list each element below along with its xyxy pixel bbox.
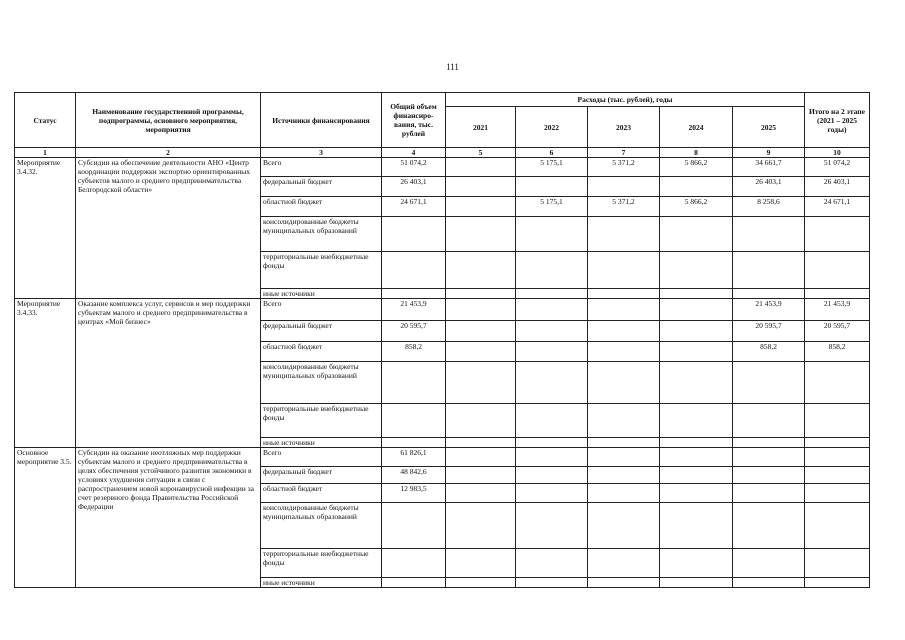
funding-source-cell: федеральный бюджет bbox=[261, 177, 382, 197]
table-body bbox=[15, 158, 870, 588]
total-cell: 61 826,1 bbox=[382, 448, 446, 467]
stage-total-cell bbox=[805, 549, 870, 578]
year-2022-cell bbox=[516, 342, 588, 362]
year-2025-cell: 34 661,7 bbox=[733, 158, 805, 177]
column-number: 3 bbox=[261, 148, 382, 158]
total-cell: 26 403,1 bbox=[382, 177, 446, 197]
year-2023-cell bbox=[588, 549, 660, 578]
year-2025-cell bbox=[733, 448, 805, 467]
year-2023-cell bbox=[588, 448, 660, 467]
table-row bbox=[15, 158, 870, 177]
year-2024-cell bbox=[660, 448, 733, 467]
activity-name-cell: Оказание комплекса услуг, сервисов и мер поддержки субъектам малого и среднего предпринимательства в центрах «Мой бизнес» bbox=[76, 299, 261, 448]
funding-source-cell: консолидированные бюджеты муниципальных образований bbox=[261, 503, 382, 549]
year-2024-cell bbox=[660, 289, 733, 299]
header-year-2025: 2025 bbox=[733, 107, 805, 148]
year-2021-cell bbox=[446, 252, 516, 289]
year-2021-cell bbox=[446, 289, 516, 299]
column-numbers-row bbox=[15, 148, 870, 158]
total-cell bbox=[382, 578, 446, 588]
year-2022-cell bbox=[516, 321, 588, 342]
total-cell bbox=[382, 252, 446, 289]
column-number: 7 bbox=[588, 148, 660, 158]
year-2024-cell bbox=[660, 342, 733, 362]
status-cell: Мероприятие 3.4.33. bbox=[15, 299, 76, 448]
year-2025-cell: 26 403,1 bbox=[733, 177, 805, 197]
year-2022-cell: 5 175,1 bbox=[516, 158, 588, 177]
year-2021-cell bbox=[446, 448, 516, 467]
total-cell: 24 671,1 bbox=[382, 197, 446, 217]
year-2022-cell bbox=[516, 578, 588, 588]
column-number: 9 bbox=[733, 148, 805, 158]
stage-total-cell bbox=[805, 578, 870, 588]
stage-total-cell: 51 074,2 bbox=[805, 158, 870, 177]
year-2023-cell bbox=[588, 503, 660, 549]
stage-total-cell bbox=[805, 484, 870, 503]
year-2021-cell bbox=[446, 467, 516, 484]
funding-source-cell: Всего bbox=[261, 299, 382, 321]
year-2025-cell bbox=[733, 404, 805, 438]
year-2023-cell bbox=[588, 217, 660, 252]
total-cell: 51 074,2 bbox=[382, 158, 446, 177]
funding-source-cell: областной бюджет bbox=[261, 484, 382, 503]
year-2025-cell bbox=[733, 549, 805, 578]
year-2023-cell bbox=[588, 362, 660, 404]
status-cell: Основное мероприятие 3.5. bbox=[15, 448, 76, 588]
year-2021-cell bbox=[446, 299, 516, 321]
year-2023-cell: 5 371,2 bbox=[588, 158, 660, 177]
header-year-2023: 2023 bbox=[588, 107, 660, 148]
year-2024-cell bbox=[660, 484, 733, 503]
year-2025-cell bbox=[733, 438, 805, 448]
year-2025-cell bbox=[733, 503, 805, 549]
table-row bbox=[15, 299, 870, 321]
activity-name-cell: Субсидии на оказание неотложных мер поддержки субъектам малого и среднего предпринимательства в целях обеспечения устойчивого развития экономики в условиях ухудшения ситуации в связи с распространением новой коронавирусной инфекции за счет резервного фонда Правительства Российской Федерации bbox=[76, 448, 261, 588]
funding-source-cell: федеральный бюджет bbox=[261, 467, 382, 484]
header-status: Статус bbox=[15, 93, 76, 148]
year-2024-cell bbox=[660, 321, 733, 342]
stage-total-cell bbox=[805, 448, 870, 467]
total-cell: 12 983,5 bbox=[382, 484, 446, 503]
year-2024-cell bbox=[660, 252, 733, 289]
year-2022-cell bbox=[516, 484, 588, 503]
year-2021-cell bbox=[446, 404, 516, 438]
year-2022-cell bbox=[516, 217, 588, 252]
year-2024-cell bbox=[660, 578, 733, 588]
stage-total-cell: 858,2 bbox=[805, 342, 870, 362]
year-2024-cell bbox=[660, 549, 733, 578]
total-cell: 21 453,9 bbox=[382, 299, 446, 321]
total-cell bbox=[382, 438, 446, 448]
column-number: 1 bbox=[15, 148, 76, 158]
year-2025-cell: 20 595,7 bbox=[733, 321, 805, 342]
year-2023-cell bbox=[588, 578, 660, 588]
year-2022-cell bbox=[516, 177, 588, 197]
year-2021-cell bbox=[446, 342, 516, 362]
year-2024-cell bbox=[660, 467, 733, 484]
funding-source-cell: иные источники bbox=[261, 289, 382, 299]
year-2025-cell: 858,2 bbox=[733, 342, 805, 362]
year-2025-cell bbox=[733, 578, 805, 588]
header-expenses: Расходы (тыс. рублей), годы bbox=[446, 93, 805, 107]
stage-total-cell bbox=[805, 404, 870, 438]
year-2021-cell bbox=[446, 484, 516, 503]
year-2022-cell bbox=[516, 289, 588, 299]
year-2025-cell: 21 453,9 bbox=[733, 299, 805, 321]
year-2022-cell bbox=[516, 438, 588, 448]
funding-source-cell: территориальные внебюджетные фонды bbox=[261, 549, 382, 578]
total-cell bbox=[382, 217, 446, 252]
funding-source-cell: Всего bbox=[261, 158, 382, 177]
header-stage-total: Итого на 2 этапе (2021 – 2025 годы) bbox=[805, 93, 870, 148]
year-2022-cell bbox=[516, 299, 588, 321]
year-2021-cell bbox=[446, 438, 516, 448]
year-2025-cell bbox=[733, 289, 805, 299]
year-2023-cell bbox=[588, 342, 660, 362]
funding-source-cell: областной бюджет bbox=[261, 197, 382, 217]
year-2022-cell bbox=[516, 404, 588, 438]
year-2025-cell bbox=[733, 362, 805, 404]
stage-total-cell: 26 403,1 bbox=[805, 177, 870, 197]
year-2025-cell bbox=[733, 252, 805, 289]
year-2021-cell bbox=[446, 197, 516, 217]
year-2024-cell bbox=[660, 362, 733, 404]
column-number: 4 bbox=[382, 148, 446, 158]
year-2021-cell bbox=[446, 158, 516, 177]
total-cell bbox=[382, 503, 446, 549]
year-2022-cell bbox=[516, 503, 588, 549]
year-2023-cell bbox=[588, 438, 660, 448]
header-total: Общий объем финансиро-вания, тыс. рублей bbox=[382, 93, 446, 148]
year-2021-cell bbox=[446, 362, 516, 404]
year-2025-cell bbox=[733, 467, 805, 484]
total-cell bbox=[382, 362, 446, 404]
column-number: 8 bbox=[660, 148, 733, 158]
year-2024-cell bbox=[660, 299, 733, 321]
year-2024-cell: 5 866,2 bbox=[660, 158, 733, 177]
funding-source-cell: иные источники bbox=[261, 438, 382, 448]
year-2023-cell bbox=[588, 321, 660, 342]
year-2021-cell bbox=[446, 503, 516, 549]
activity-name-cell: Субсидии на обеспечение деятельности АНО «Центр координации поддержки экспортно ориентированных субъектов малого и среднего предпринимательства Белгородской области» bbox=[76, 158, 261, 299]
stage-total-cell bbox=[805, 503, 870, 549]
stage-total-cell: 20 595,7 bbox=[805, 321, 870, 342]
header-year-2024: 2024 bbox=[660, 107, 733, 148]
year-2021-cell bbox=[446, 549, 516, 578]
stage-total-cell bbox=[805, 217, 870, 252]
funding-source-cell: федеральный бюджет bbox=[261, 321, 382, 342]
stage-total-cell bbox=[805, 252, 870, 289]
year-2022-cell bbox=[516, 549, 588, 578]
year-2021-cell bbox=[446, 321, 516, 342]
year-2021-cell bbox=[446, 217, 516, 252]
total-cell: 48 842,6 bbox=[382, 467, 446, 484]
funding-source-cell: иные источники bbox=[261, 578, 382, 588]
funding-source-cell: территориальные внебюджетные фонды bbox=[261, 252, 382, 289]
year-2021-cell bbox=[446, 578, 516, 588]
year-2022-cell bbox=[516, 467, 588, 484]
year-2025-cell: 8 258,6 bbox=[733, 197, 805, 217]
table-row bbox=[15, 448, 870, 467]
header-year-2022: 2022 bbox=[516, 107, 588, 148]
year-2023-cell bbox=[588, 467, 660, 484]
year-2024-cell bbox=[660, 404, 733, 438]
year-2024-cell: 5 866,2 bbox=[660, 197, 733, 217]
year-2024-cell bbox=[660, 438, 733, 448]
year-2022-cell bbox=[516, 252, 588, 289]
total-cell bbox=[382, 289, 446, 299]
stage-total-cell bbox=[805, 362, 870, 404]
year-2024-cell bbox=[660, 503, 733, 549]
year-2022-cell bbox=[516, 448, 588, 467]
total-cell bbox=[382, 404, 446, 438]
year-2022-cell: 5 175,1 bbox=[516, 197, 588, 217]
column-number: 5 bbox=[446, 148, 516, 158]
stage-total-cell: 21 453,9 bbox=[805, 299, 870, 321]
header-source: Источники финансирования bbox=[261, 93, 382, 148]
funding-source-cell: территориальные внебюджетные фонды bbox=[261, 404, 382, 438]
funding-source-cell: Всего bbox=[261, 448, 382, 467]
year-2025-cell bbox=[733, 217, 805, 252]
year-2023-cell bbox=[588, 177, 660, 197]
stage-total-cell bbox=[805, 438, 870, 448]
stage-total-cell bbox=[805, 467, 870, 484]
total-cell: 20 595,7 bbox=[382, 321, 446, 342]
total-cell: 858,2 bbox=[382, 342, 446, 362]
year-2023-cell bbox=[588, 252, 660, 289]
header-name: Наименование государственной программы, подпрограммы, основного мероприятия, мероприятия bbox=[76, 93, 261, 148]
funding-source-cell: консолидированные бюджеты муниципальных образований bbox=[261, 217, 382, 252]
stage-total-cell: 24 671,1 bbox=[805, 197, 870, 217]
column-number: 2 bbox=[76, 148, 261, 158]
budget-table bbox=[14, 92, 870, 588]
year-2024-cell bbox=[660, 177, 733, 197]
year-2022-cell bbox=[516, 362, 588, 404]
year-2023-cell bbox=[588, 404, 660, 438]
year-2025-cell bbox=[733, 484, 805, 503]
column-number: 10 bbox=[805, 148, 870, 158]
page-number: 111 bbox=[446, 62, 459, 72]
status-cell: Мероприятие 3.4.32. bbox=[15, 158, 76, 299]
table-header bbox=[15, 93, 870, 158]
stage-total-cell bbox=[805, 289, 870, 299]
total-cell bbox=[382, 549, 446, 578]
year-2024-cell bbox=[660, 217, 733, 252]
year-2023-cell bbox=[588, 484, 660, 503]
year-2021-cell bbox=[446, 177, 516, 197]
year-2023-cell bbox=[588, 289, 660, 299]
funding-source-cell: консолидированные бюджеты муниципальных образований bbox=[261, 362, 382, 404]
funding-source-cell: областной бюджет bbox=[261, 342, 382, 362]
column-number: 6 bbox=[516, 148, 588, 158]
header-year-2021: 2021 bbox=[446, 107, 516, 148]
year-2023-cell bbox=[588, 299, 660, 321]
year-2023-cell: 5 371,2 bbox=[588, 197, 660, 217]
